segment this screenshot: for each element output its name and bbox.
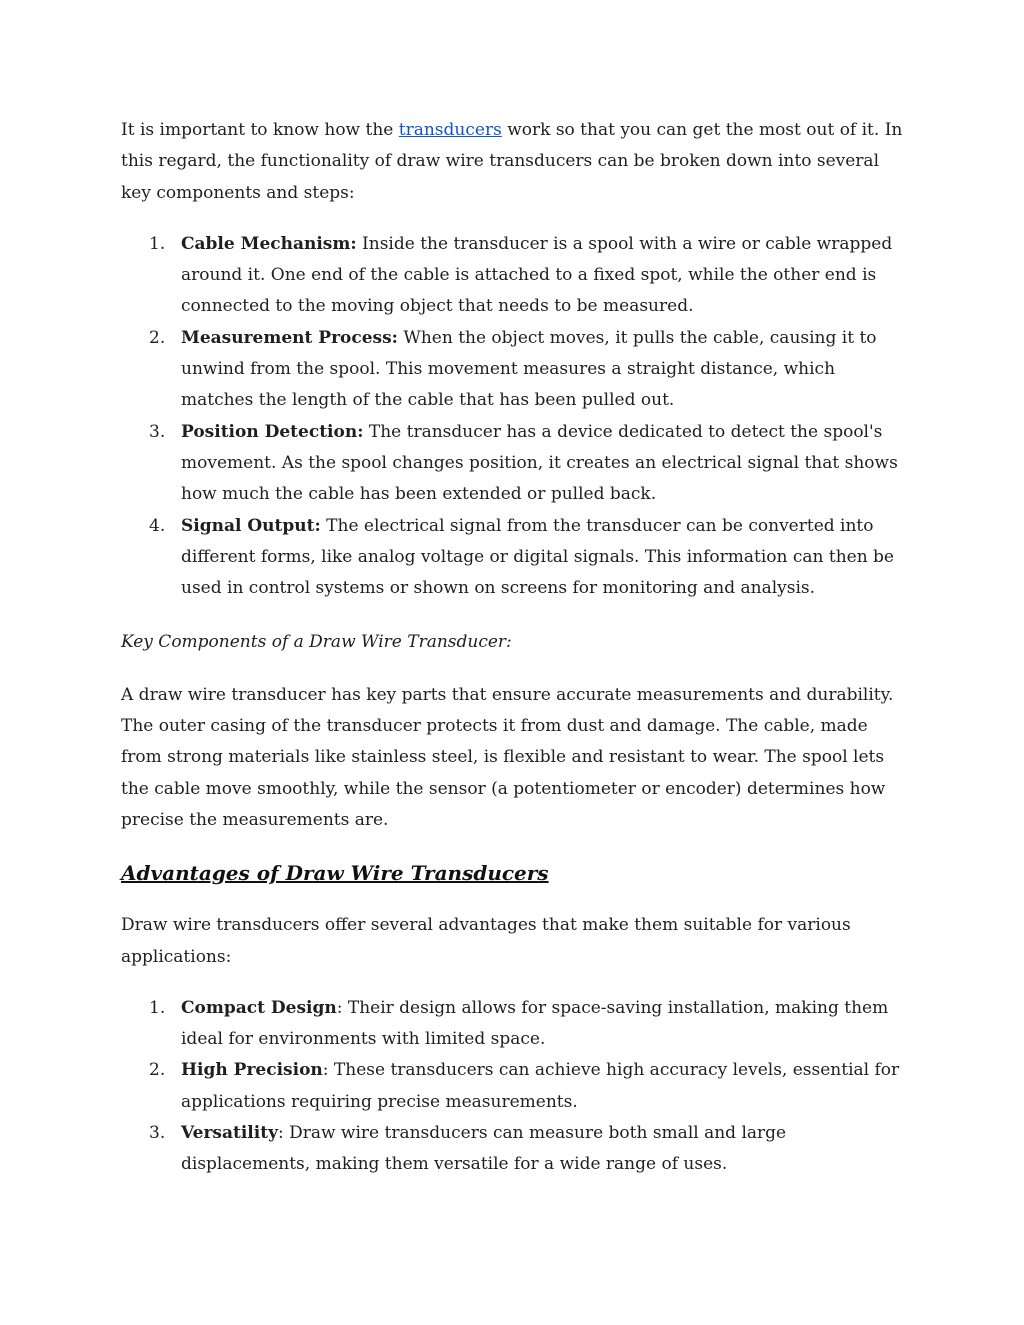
list-number: 3. bbox=[149, 421, 166, 442]
list-item bbox=[121, 993, 911, 1056]
list-number: 1. bbox=[149, 997, 166, 1018]
list-item bbox=[121, 1055, 911, 1118]
list-item-text: : Draw wire transducers can measure both small and large displacements, making them versatile for a wide range of uses. bbox=[181, 1123, 787, 1175]
list-number: 4. bbox=[149, 515, 166, 536]
list-item-text: The transducer has a device dedicated to detect the spool's movement. As the spool changes position, it creates an electrical signal that shows how much the cable has been extended or pulled back. bbox=[181, 421, 898, 505]
list-item-title: Measurement Process: bbox=[181, 327, 398, 348]
list-item-text: The electrical signal from the transducer can be converted into different forms, like analog voltage or digital signals. This information can then be used in control systems or shown on screens for monitoring and analysis. bbox=[181, 515, 894, 599]
document-page bbox=[121, 115, 911, 1181]
advantages-list bbox=[121, 993, 911, 1181]
list-item bbox=[121, 511, 911, 605]
list-number: 1. bbox=[149, 233, 166, 254]
list-item-title: Versatility bbox=[181, 1123, 278, 1144]
list-item bbox=[121, 323, 911, 417]
list-item-title: Position Detection: bbox=[181, 421, 364, 442]
transducers-link[interactable]: transducers bbox=[398, 120, 502, 140]
steps-list bbox=[121, 229, 911, 605]
list-item bbox=[121, 417, 911, 511]
list-number: 2. bbox=[149, 1060, 166, 1081]
key-components-paragraph: A draw wire transducer has key parts that ensure accurate measurements and durability. The outer casing of the transducer protects it from dust and damage. The cable, made from strong materials like stainless steel, is flexible and resistant to wear. The spool lets the cable move smoothly, while the sensor (a potentiometer or encoder) determines how precise the measurements are. bbox=[121, 684, 894, 830]
list-item-title: Signal Output: bbox=[181, 515, 321, 536]
intro-text-before-link: It is important to know how the bbox=[121, 120, 399, 140]
list-number: 2. bbox=[149, 327, 166, 348]
list-item-text: : Their design allows for space-saving installation, making them ideal for environments with limited space. bbox=[181, 997, 889, 1050]
intro-text-after-link: work so that you can get the most out of it. In this regard, the functionality of draw wire transducers can be broken down into several key components and steps: bbox=[121, 120, 903, 203]
intro-paragraph bbox=[121, 115, 911, 209]
list-item bbox=[121, 229, 911, 323]
list-item-text: : These transducers can achieve high accuracy levels, essential for applications requiring precise measurements. bbox=[181, 1060, 900, 1112]
list-item-text: Inside the transducer is a spool with a wire or cable wrapped around it. One end of the cable is attached to a fixed spot, while the other end is connected to the moving object that needs to be measured. bbox=[181, 233, 893, 317]
list-item bbox=[121, 1118, 911, 1181]
list-item-text: When the object moves, it pulls the cable, causing it to unwind from the spool. This movement measures a straight distance, which matches the length of the cable that has been pulled out. bbox=[181, 327, 877, 411]
list-item-title: High Precision bbox=[181, 1060, 323, 1081]
advantages-intro: Draw wire transducers offer several advantages that make them suitable for various applications: bbox=[121, 915, 851, 967]
key-components-heading: Key Components of a Draw Wire Transducer: bbox=[121, 632, 512, 653]
list-item-title: Compact Design bbox=[181, 997, 337, 1018]
list-number: 3. bbox=[149, 1123, 166, 1144]
list-item-title: Cable Mechanism: bbox=[181, 233, 357, 254]
advantages-heading: Advantages of Draw Wire Transducers bbox=[121, 861, 549, 886]
